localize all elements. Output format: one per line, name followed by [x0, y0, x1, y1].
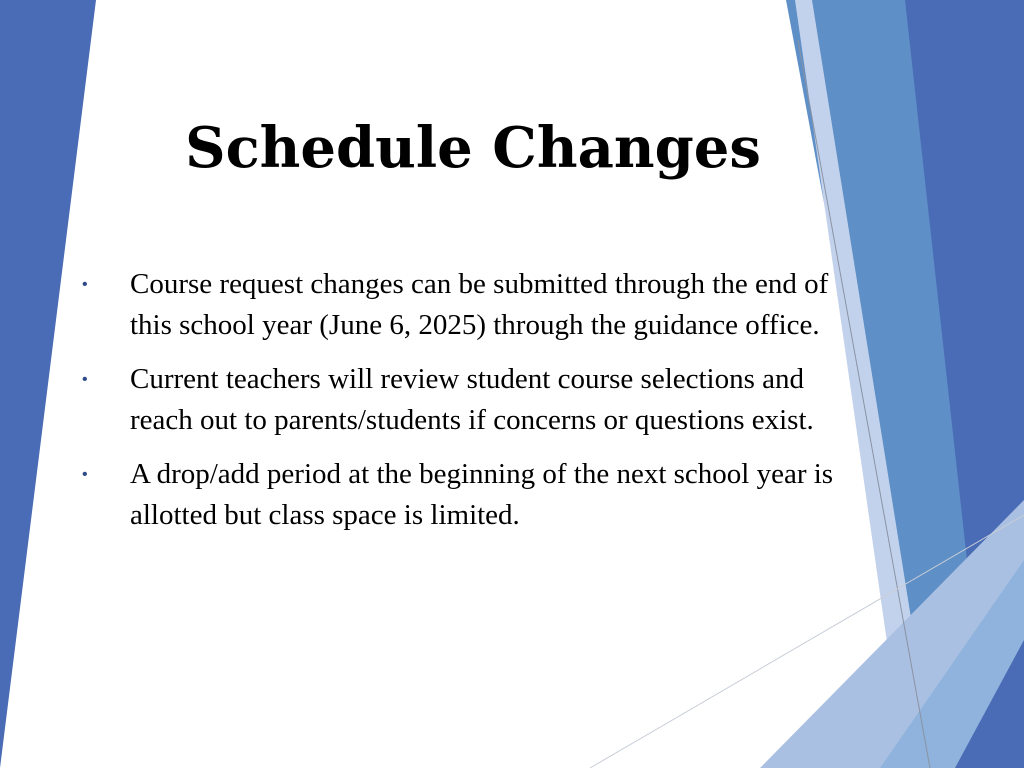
bullet-item	[70, 454, 870, 536]
bullet-text: Current teachers will review student course selections and reach out to parents/students if concerns or questions exist.	[130, 363, 814, 436]
bullet-list	[70, 264, 870, 549]
bullet-text: Course request changes can be submitted through the end of this school year (June 6, 2025) through the guidance office.	[130, 268, 829, 341]
slide-title: Schedule Changes	[185, 115, 761, 181]
bullet-text: A drop/add period at the beginning of the next school year is allotted but class space is limited.	[130, 458, 834, 531]
bullet-marker: •	[82, 466, 88, 483]
bullet-item	[70, 264, 870, 346]
bullet-item	[70, 359, 870, 441]
bullet-marker: •	[82, 371, 88, 388]
bullet-marker: •	[82, 276, 88, 293]
